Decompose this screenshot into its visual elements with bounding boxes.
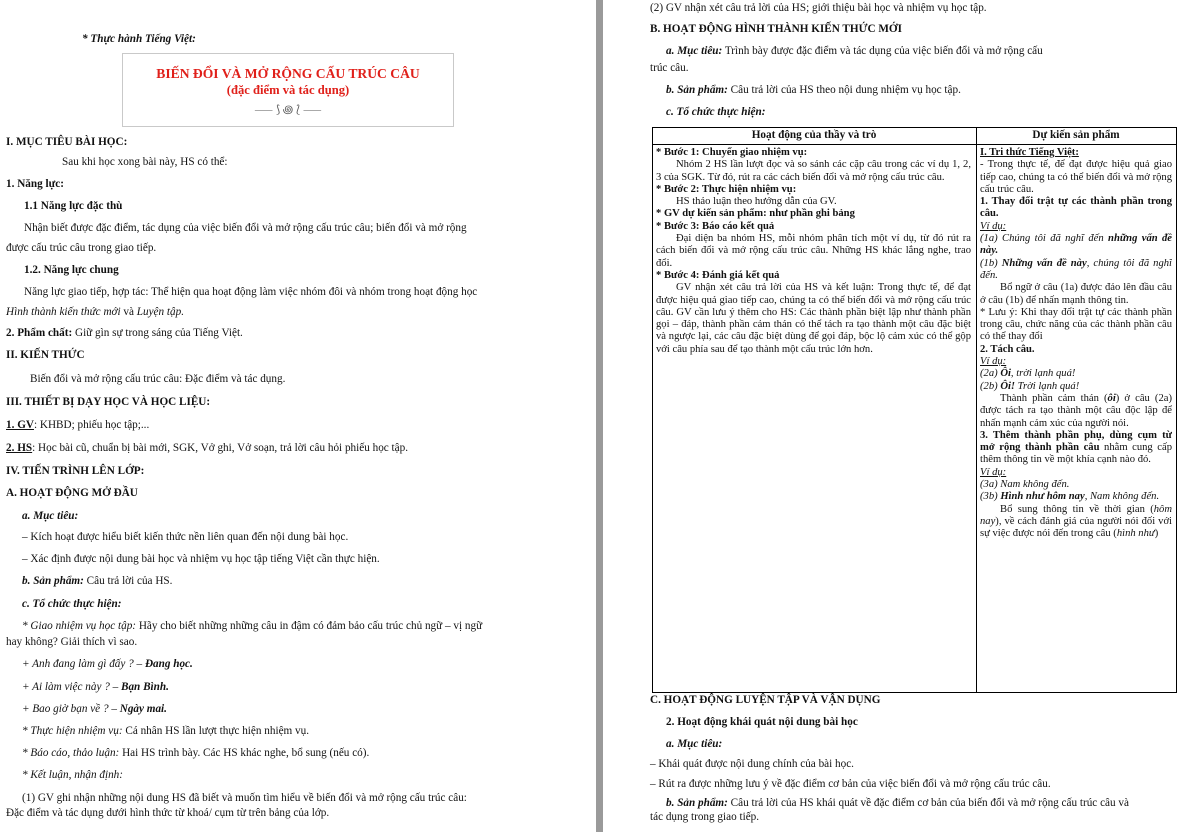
paragraph: được cấu trúc câu trong giao tiếp. [6, 242, 157, 254]
paragraph: * Thực hiện nhiệm vụ: Cá nhân HS lần lượt thực hiện nhiệm vụ. [22, 725, 310, 737]
activity-heading: A. HOẠT ĐỘNG MỞ ĐẦU [6, 487, 138, 499]
subheading: 1. Năng lực: [6, 178, 64, 190]
paragraph: (2) GV nhận xét câu trả lời của HS; giới thiệu bài học và nhiệm vụ học tập. [650, 2, 987, 14]
subheading: 1.2. Năng lực chung [24, 264, 119, 276]
table-header-divider [652, 144, 1176, 145]
paragraph: – Kích hoạt được hiểu biết kiến thức nền liên quan đến nội dung bài học. [22, 531, 349, 543]
paragraph: 2. Phẩm chất: Giữ gìn sự trong sáng của Tiếng Việt. [6, 327, 243, 339]
table-column-divider [976, 127, 977, 692]
paragraph: trúc câu. [650, 62, 689, 74]
table-header-activity: Hoạt động của thầy và trò [751, 129, 877, 141]
lesson-subtitle: (đặc điểm và tác dụng) [226, 83, 350, 97]
paragraph: tác dụng trong giao tiếp. [650, 811, 760, 823]
subheading: c. Tổ chức thực hiện: [22, 598, 122, 610]
section-heading-materials: III. THIẾT BỊ DẠY HỌC VÀ HỌC LIỆU: [6, 396, 211, 408]
subheading: a. Mục tiêu: [666, 738, 723, 750]
paragraph: (1) GV ghi nhận những nội dung HS đã biết và muốn tìm hiểu về biến đổi và mở rộng cấu trúc câu: [22, 792, 467, 804]
paragraph: – Rút ra được những lưu ý về đặc điểm cơ bản của việc biến đổi và mở rộng cấu trúc câu. [650, 778, 1051, 790]
section-heading-knowledge: II. KIẾN THỨC [6, 349, 85, 361]
table-cell-activities: * Bước 1: Chuyển giao nhiệm vụ: Nhóm 2 HS lần lượt đọc và so sánh các cặp câu trong các ví dụ 1, 2, 3 của SGK. Từ đó, rút ra các cách biến đổi và mở rộng cấu trúc câu. * Bước 2: Thực hiện nhiệm vụ: HS thảo luận theo hướng dẫn của GV. * GV dự kiến sản phẩm: như phần ghi bảng * Bước 3: Báo cáo kết quả Đại diện ba nhóm HS, mỗi nhóm phân tích một ví dụ, từ đó rút ra cách biến đổi và mở rộng cấu trúc câu. Những HS khác lắng nghe, trao đổi. * Bước 4: Đánh giá kết quả GV nhận xét câu trả lời của HS và kết luận: Trong thực tế, để đạt được hiệu quả giao tiếp cao, chúng ta có thể biến đổi và mở rộng cấu trúc câu. GV cần lưu ý thêm cho HS: Các thành phần biệt lập như thành phần gọi – đáp, thành phần cảm thán có thể tách ra tạo thành một câu đặc biệt và ngược lại, các câu đặc biệt dùng để gọi đáp, bộc lộ cảm xúc có thể gộp với câu phía sau để tạo thành một cấu trúc lớn hơn. [656, 147, 971, 355]
section-heading-objectives: I. MỤC TIÊU BÀI HỌC: [6, 136, 128, 148]
paragraph: Năng lực giao tiếp, hợp tác: Thể hiện qua hoạt động làm việc nhóm đôi và nhóm trong hoạt động học [24, 286, 478, 298]
activity-heading: C. HOẠT ĐỘNG LUYỆN TẬP VÀ VẬN DỤNG [650, 694, 881, 706]
example-line: + Ai làm việc này ? – Bạn Bình. [22, 681, 169, 693]
section-heading-procedure: IV. TIẾN TRÌNH LÊN LỚP: [6, 465, 145, 477]
paragraph: Hình thành kiến thức mới và Luyện tập. [6, 306, 184, 318]
subheading: * Kết luận, nhận định: [22, 769, 123, 781]
paragraph: – Xác định được nội dung bài học và nhiệm vụ học tập tiếng Việt cần thực hiện. [22, 553, 380, 565]
subheading: 1.1 Năng lực đặc thù [24, 200, 123, 212]
paragraph: 2. HS: Học bài cũ, chuẩn bị bài mới, SGK, Vở ghi, Vở soạn, trả lời câu hỏi phiếu học tập. [6, 442, 409, 454]
example-line: + Anh đang làm gì đấy ? – Đang học. [22, 658, 193, 670]
subheading: a. Mục tiêu: [22, 510, 79, 522]
paragraph: * Báo cáo, thảo luận: Hai HS trình bày. Các HS khác nghe, bổ sung (nếu có). [22, 747, 370, 759]
paragraph: * Giao nhiệm vụ học tập: Hãy cho biết những những câu in đậm có đảm bảo cấu trúc chủ ngữ – vị ngữ [22, 620, 483, 632]
paragraph: hay không? Giải thích vì sao. [6, 636, 138, 648]
flourish-ornament-icon: ⸺ ⟆ ꩜ ⟅ ⸺ [254, 104, 322, 116]
paragraph: Đặc điểm và tác dụng dưới hình thức từ khoá/ cụm từ trên bảng của lớp. [6, 807, 330, 819]
subheading: c. Tổ chức thực hiện: [666, 106, 766, 118]
paragraph: Biến đổi và mở rộng cấu trúc câu: Đặc điểm và tác dụng. [30, 373, 286, 385]
activity-heading: B. HOẠT ĐỘNG HÌNH THÀNH KIẾN THỨC MỚI [650, 23, 902, 35]
paragraph: b. Sản phẩm: Câu trả lời của HS theo nội dung nhiệm vụ học tập. [666, 84, 961, 96]
title-box [122, 53, 454, 127]
document-page-right [603, 0, 1191, 832]
subheading: 2. Hoạt động khái quát nội dung bài học [666, 716, 858, 728]
paragraph: a. Mục tiêu: Trình bày được đặc điểm và tác dụng của việc biến đổi và mở rộng cấu [666, 45, 1043, 57]
paragraph: – Khái quát được nội dung chính của bài học. [650, 758, 854, 770]
table-cell-products: I. Tri thức Tiếng Việt: - Trong thực tế, để đạt được hiệu quả giao tiếp cao, chúng ta có thể biến đổi và mở rộng cấu trúc câu. 1. Thay đổi trật tự các thành phần trong câu. Ví dụ: (1a) Chúng tôi đã nghĩ đến những vấn đề này. (1b) Những vấn đề này, chúng tôi đã nghĩ đến. Bổ ngữ ở câu (1a) được đảo lên đầu câu ở câu (1b) để nhấn mạnh thông tin. * Lưu ý: Khi thay đổi trật tự các thành phần trong câu, chức năng của các thành phần câu có thể thay đổi 2. Tách câu. Ví dụ: (2a) Ôi, trời lạnh quá! (2b) Ôi! Trời lạnh quá! Thành phần cảm thán (ôi) ở câu (2a) được tách ra tạo thành một câu độc lập để nhấn mạnh cảm xúc của người nói. 3. Thêm thành phần phụ, dùng cụm từ mở rộng thành phần câu nhằm cung cấp thêm thông tin về một khía cạnh nào đó. Ví dụ: (3a) Nam không đến. (3b) Hình như hôm nay, Nam không đến. Bổ sung thông tin về thời gian (hôm nay), về cách đánh giá của người nói đối với sự việc được nói đến trong câu (hình như) [980, 147, 1172, 540]
paragraph: Sau khi học xong bài này, HS có thể: [62, 156, 228, 168]
paragraph: b. Sản phẩm: Câu trả lời của HS. [22, 575, 173, 587]
practice-label: * Thực hành Tiếng Việt: [82, 33, 196, 45]
lesson-title: BIẾN ĐỔI VÀ MỞ RỘNG CẤU TRÚC CÂU [156, 66, 420, 81]
paragraph: 1. GV: KHBD; phiếu học tập;... [6, 419, 150, 431]
example-line: + Bao giờ bạn về ? – Ngày mai. [22, 703, 167, 715]
table-header-product: Dự kiến sản phẩm [1032, 129, 1120, 141]
paragraph: b. Sản phẩm: Câu trả lời của HS khái quát về đặc điểm cơ bản của biến đổi và mở rộng cấu trúc câu và [666, 797, 1129, 809]
paragraph: Nhận biết được đặc điểm, tác dụng của việc biến đổi và mở rộng cấu trúc câu; biến đổi và mở rộng [24, 222, 467, 234]
